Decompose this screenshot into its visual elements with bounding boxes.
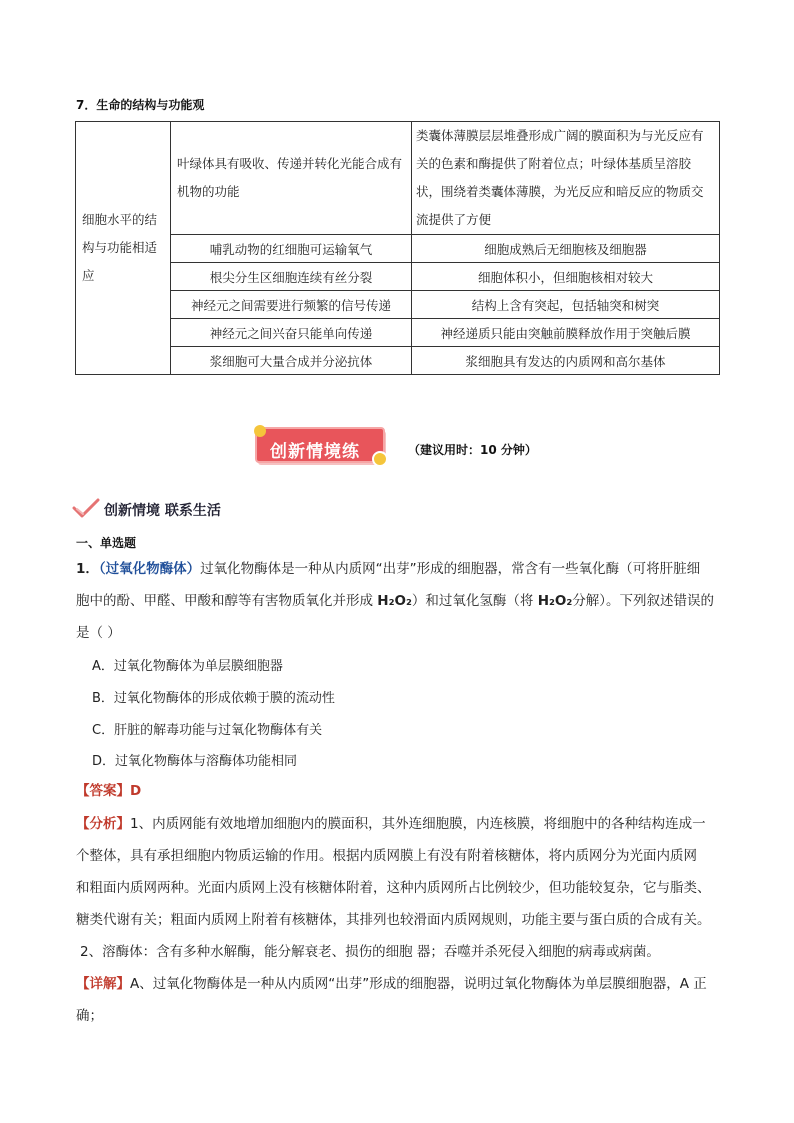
explanation-cell: 浆细胞具有发达的内质网和高尔基体 bbox=[412, 347, 720, 375]
detail-line-2: 确； bbox=[76, 1008, 103, 1024]
analysis-line-1 bbox=[76, 808, 726, 840]
question-line-1 bbox=[76, 553, 726, 585]
structure-cell: 哺乳动物的红细胞可运输氧气 bbox=[171, 235, 412, 263]
table-row bbox=[76, 319, 720, 347]
option-d: D．过氧化物酶体与溶酶体功能相同 bbox=[92, 754, 298, 769]
structure-function-table bbox=[75, 121, 720, 375]
question-text: 胞中的酚、甲醛、甲酸和醇等有害物质氧化并形成 bbox=[76, 593, 378, 609]
question-number: 1． bbox=[76, 561, 99, 577]
structure-cell: 叶绿体具有吸收、传递并转化光能合成有机物的功能 bbox=[171, 122, 412, 235]
part-title: 一、单选题 bbox=[76, 536, 137, 550]
option-b: B．过氧化物酶体的形成依赖于膜的流动性 bbox=[92, 691, 335, 706]
bell-icon bbox=[254, 425, 266, 437]
question-text: 分解）。下列叙述错误的 bbox=[572, 593, 715, 609]
analysis-text: 1、内质网能有效地增加细胞内的膜面积，其外连细胞膜，内连核膜，将细胞中的各种结构连成一 bbox=[130, 816, 706, 832]
analysis-line-4: 糖类代谢有关；粗面内质网上附着有核糖体，其排列也较滑面内质网规则，功能主要与蛋白质的合成有关。 bbox=[76, 912, 711, 928]
table-row bbox=[76, 122, 720, 235]
question-line-2 bbox=[76, 585, 726, 617]
explanation-cell: 细胞成熟后无细胞核及细胞器 bbox=[412, 235, 720, 263]
question-text: ）和过氧化氢酶（将 bbox=[411, 593, 538, 609]
structure-cell: 浆细胞可大量合成并分泌抗体 bbox=[171, 347, 412, 375]
detail-text: A、过氧化物酶体是一种从内质网“出芽”形成的细胞器，说明过氧化物酶体为单层膜细胞器，A 正 bbox=[130, 976, 707, 992]
suggested-time: （建议用时：10 分钟） bbox=[408, 443, 537, 457]
table-row bbox=[76, 347, 720, 375]
detail-label: 【详解】 bbox=[76, 976, 130, 992]
explanation-cell: 类囊体薄膜层层堆叠形成广阔的膜面积为与光反应有关的色素和酶提供了附着位点；叶绿体基质呈溶胶状，围绕着类囊体薄膜，为光反应和暗反应的物质交流提供了方便 bbox=[412, 122, 720, 235]
question-tag: （过氧化物酶体） bbox=[98, 561, 201, 577]
section-subheading: 创新情境 联系生活 bbox=[104, 503, 221, 519]
question-text: 过氧化物酶体是一种从内质网“出芽”形成的细胞器，常含有一些氧化酶（可将肝脏细 bbox=[200, 561, 701, 577]
analysis-line-5: 2、溶酶体：含有多种水解酶，能分解衰老、损伤的细胞 器；吞噬并杀死侵入细胞的病毒或病菌。 bbox=[80, 944, 660, 960]
table-row bbox=[76, 291, 720, 319]
answer-value: D bbox=[130, 783, 142, 799]
analysis-label: 【分析】 bbox=[76, 816, 130, 832]
formula: H₂O₂ bbox=[377, 593, 412, 609]
explanation-cell: 结构上含有突起，包括轴突和树突 bbox=[412, 291, 720, 319]
formula: H₂O₂ bbox=[537, 593, 573, 609]
detail-line-1 bbox=[76, 968, 726, 1000]
explanation-cell: 神经递质只能由突触前膜释放作用于突触后膜 bbox=[412, 319, 720, 347]
analysis-line-2: 个整体，具有承担细胞内物质运输的作用。根据内质网膜上有没有附着核糖体，将内质网分为光面内质网 bbox=[76, 848, 697, 864]
explanation-cell: 细胞体积小，但细胞核相对较大 bbox=[412, 263, 720, 291]
answer-label: 【答案】 bbox=[76, 783, 130, 799]
structure-cell: 神经元之间兴奋只能单向传递 bbox=[171, 319, 412, 347]
category-cell: 细胞水平的结构与功能相适应 bbox=[76, 122, 171, 375]
option-c: C．肝脏的解毒功能与过氧化物酶体有关 bbox=[92, 723, 323, 738]
table-row bbox=[76, 263, 720, 291]
checkmark-icon bbox=[72, 498, 100, 518]
question-line-3: 是（ ） bbox=[76, 625, 121, 641]
banner-label: 创新情境练 bbox=[270, 442, 360, 462]
structure-cell: 神经元之间需要进行频繁的信号传递 bbox=[171, 291, 412, 319]
option-a: A．过氧化物酶体为单层膜细胞器 bbox=[92, 659, 283, 674]
structure-cell: 根尖分生区细胞连续有丝分裂 bbox=[171, 263, 412, 291]
table-row bbox=[76, 235, 720, 263]
analysis-line-3: 和粗面内质网两种。光面内质网上没有核糖体附着，这种内质网所占比例较少，但功能较复杂，它与脂类、 bbox=[76, 880, 711, 896]
answer-line bbox=[76, 775, 726, 807]
section-title: 7．生命的结构与功能观 bbox=[76, 98, 205, 112]
